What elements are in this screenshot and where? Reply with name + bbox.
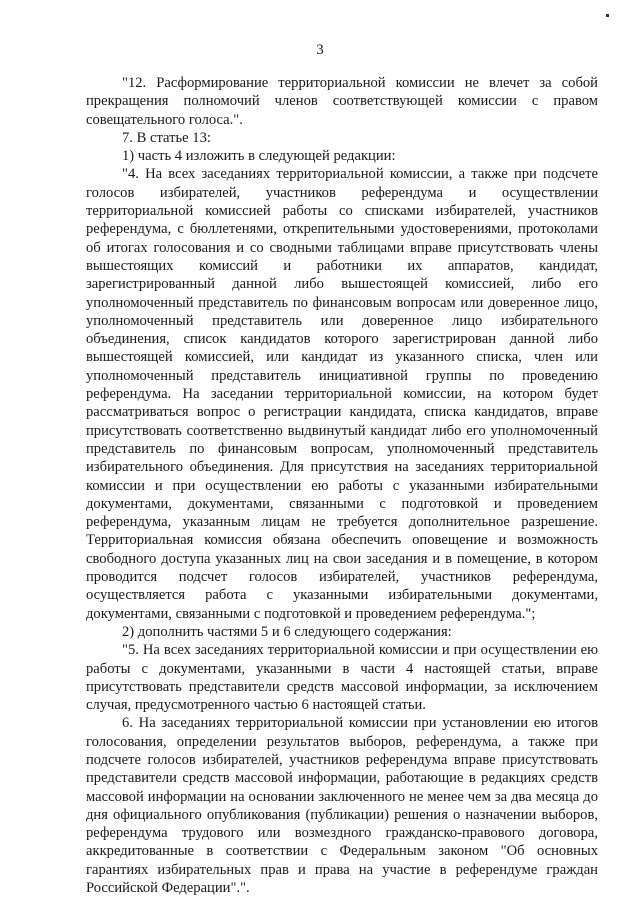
paragraph-item-1: 1) часть 4 изложить в следующей редакции:: [122, 148, 396, 165]
paragraph-12: "12. Расформирование территориальной комиссии не влечет за собой прекращения полномочий членов соответствующей комиссии с правом совещательного голоса.".: [86, 75, 598, 128]
paragraph-item-2: 2) дополнить частями 5 и 6 следующего содержания:: [122, 623, 452, 640]
paragraph-article-13: 7. В статье 13:: [122, 129, 211, 146]
document-body: [86, 74, 598, 897]
paragraph-part-6: 6. На заседаниях территориальной комиссии при установлении ею итогов голосования, определении результатов выборов, референдума, а также при подсчете голосов избирателей, участников референдума вправе присутствовать представители средств массовой информации, работающие в редакциях средств массовой информации на основании заключенного не менее чем за два месяца до дня официального опубликования (публикации) решения о назначении выборов, референдума трудового или возмездного гражданско-правового договора, аккредитованные в соответствии с Федеральным законом "Об основных гарантиях избирательных прав и права на участие в референдуме граждан Российской Федерации".".: [86, 715, 598, 897]
paragraph-part-4: "4. На всех заседаниях территориальной комиссии, а также при подсчете голосов избирателей, участников референдума и осуществлении территориальной комиссией работы со списками избирателей, участников референдума, с бюллетенями, открепительными удостоверениями, протоколами об итогах голосования и со сводными таблицами вправе присутствовать члены вышестоящих комиссий и работники их аппаратов, кандидат, зарегистрированный данной либо вышестоящей комиссией, либо его уполномоченный представитель по финансовым вопросам или доверенное лицо, уполномоченный представитель или доверенное лицо избирательного объединения, список кандидатов которого зарегистрирован данной либо вышестоящей комиссией, или кандидат из указанного списка, член или уполномоченный представитель инициативной группы по проведению референдума. На заседании территориальной комиссии, на котором будет рассматриваться вопрос о регистрации кандидата, списка кандидатов, вправе присутствовать соответственно выдвинутый кандидат либо его уполномоченный представитель по финансовым вопросам, уполномоченный представитель избирательного объединения. Для присутствия на заседаниях территориальной комиссии и при осуществлении ею работы с указанными избирательными документами, документами, связанными с подготовкой и проведением референдума, указанным лицам не требуется дополнительное разрешение. Территориальная комиссия обязана обеспечить оповещение и возможность свободного доступа указанных лиц на свои заседания и в помещение, в котором проводится подсчет голосов избирателей, участников референдума, осуществляется работа с указанными избирательными документами, документами, связанными с подготовкой и проведением референдума.";: [86, 166, 598, 622]
page-number: 3: [316, 42, 324, 58]
paragraph-part-5: "5. На всех заседаниях территориальной комиссии и при осуществлении ею работы с документами, указанными в части 4 настоящей статьи, вправе присутствовать представители средств массовой информации, за исключением случая, предусмотренного частью 6 настоящей статьи.: [86, 642, 598, 714]
scan-mark: [606, 14, 609, 17]
